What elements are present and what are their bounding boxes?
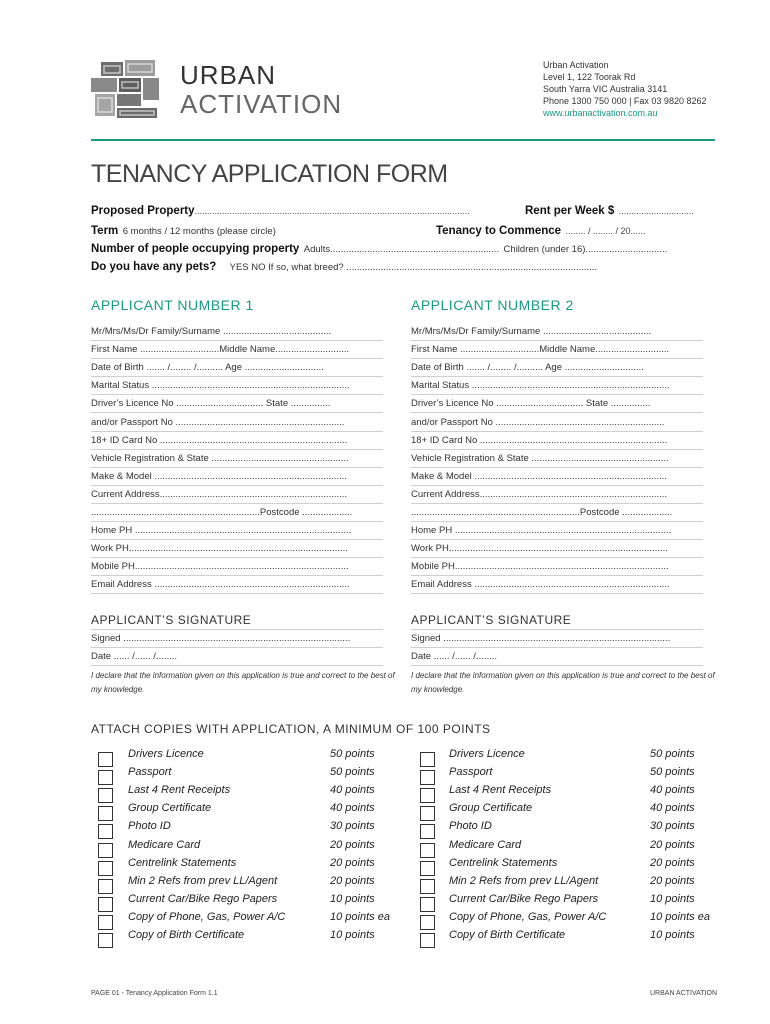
divider bbox=[91, 485, 383, 486]
applicant-2-document-name: Medicare Card bbox=[449, 838, 522, 851]
company-name: Urban Activation bbox=[543, 60, 609, 70]
divider bbox=[91, 665, 383, 666]
applicant-1-field-5[interactable]: and/or Passport No ................................................................ bbox=[91, 416, 345, 428]
divider bbox=[411, 593, 703, 594]
applicant-1-document-name: Group Certificate bbox=[128, 802, 212, 815]
applicant-2-field-13[interactable]: Mobile PH................................................................................. bbox=[411, 561, 669, 573]
applicant-1-document-points: 40 points bbox=[330, 784, 375, 797]
num-people-label: Number of people occupying property bbox=[91, 243, 300, 255]
applicant-2-document-name: Drivers Licence bbox=[449, 748, 525, 760]
applicant-2-document-checkbox[interactable] bbox=[420, 788, 435, 803]
applicant-2-document-name: Min 2 Refs from prev LL/Agent bbox=[449, 874, 599, 887]
applicant-2-document-name: Copy of Phone, Gas, Power A/C bbox=[449, 910, 607, 923]
applicant-2-document-checkbox[interactable] bbox=[420, 933, 435, 948]
applicant-1-document-name: Copy of Phone, Gas, Power A/C bbox=[128, 910, 286, 923]
divider bbox=[411, 539, 703, 540]
applicant-2-date-field[interactable]: Date ...... /...... /........ bbox=[411, 651, 498, 662]
applicant-1-document-points: 10 points bbox=[330, 929, 375, 941]
applicant-1-document-points: 10 points bbox=[330, 892, 375, 905]
applicant-2-field-8[interactable]: Make & Model ......................................................................... bbox=[411, 470, 668, 482]
divider bbox=[91, 539, 383, 540]
header-divider bbox=[91, 139, 715, 141]
applicant-1-heading: APPLICANT NUMBER 1 bbox=[91, 297, 254, 313]
adults-field[interactable]: Adults................................................................ bbox=[303, 244, 500, 255]
applicant-1-document-points: 20 points bbox=[330, 874, 375, 887]
applicant-1-document-points: 20 points bbox=[330, 856, 375, 869]
applicant-2-document-points: 40 points bbox=[650, 784, 695, 797]
applicant-2-field-10[interactable]: ................................................................Postcode ................... bbox=[411, 507, 673, 518]
applicant-1-declaration: I declare that the information given on this application is true and correct to the best of my knowledge. bbox=[91, 671, 395, 694]
applicant-2-field-4[interactable]: Driver’s Licence No ................................. State ............... bbox=[411, 398, 651, 410]
divider bbox=[411, 412, 703, 413]
rent-row[interactable] bbox=[525, 201, 694, 219]
applicant-2-signed-field[interactable]: Signed ...................................................................................... bbox=[411, 633, 671, 644]
address-line-1: Level 1, 122 Toorak Rd bbox=[543, 72, 636, 82]
occupants-row[interactable] bbox=[91, 239, 667, 257]
applicant-2-document-checkbox[interactable] bbox=[420, 861, 435, 876]
pets-label: Do you have any pets? bbox=[91, 261, 217, 273]
pets-row[interactable] bbox=[91, 257, 597, 275]
applicant-1-field-12[interactable]: Work PH................................................................................... bbox=[91, 543, 348, 555]
applicant-2-document-checkbox[interactable] bbox=[420, 806, 435, 821]
applicant-1-document-checkbox[interactable] bbox=[98, 824, 113, 839]
divider bbox=[91, 340, 383, 341]
divider bbox=[91, 557, 383, 558]
applicant-2-document-checkbox[interactable] bbox=[420, 752, 435, 767]
applicant-1-document-checkbox[interactable] bbox=[98, 843, 113, 858]
divider bbox=[91, 467, 383, 468]
applicant-1-field-7[interactable]: Vehicle Registration & State .................................................... bbox=[91, 452, 349, 464]
applicant-1-document-checkbox[interactable] bbox=[98, 752, 113, 767]
applicant-2-field-1[interactable]: First Name ..............................Middle Name............................ bbox=[411, 344, 670, 356]
applicant-2-document-name: Current Car/Bike Rego Papers bbox=[449, 892, 599, 905]
logo-text-activation: ACTIVATION bbox=[180, 89, 343, 119]
applicant-1-field-1[interactable]: First Name ..............................Middle Name............................ bbox=[91, 344, 350, 356]
applicant-1-document-points: 30 points bbox=[330, 820, 375, 833]
divider bbox=[91, 394, 383, 395]
pets-options[interactable]: YES NO If so, what breed? ............................................................................................... bbox=[229, 262, 598, 273]
applicant-2-field-9[interactable]: Current Address....................................................................... bbox=[411, 488, 668, 500]
applicant-2-field-0[interactable]: Mr/Mrs/Ms/Dr Family/Surname ......................................... bbox=[411, 326, 652, 337]
applicant-1-document-checkbox[interactable] bbox=[98, 806, 113, 821]
applicant-2-field-3[interactable]: Marital Status ........................................................................... bbox=[411, 380, 670, 392]
logo-text-urban: URBAN bbox=[180, 60, 277, 90]
divider bbox=[91, 358, 383, 359]
proposed-property-field[interactable]: .............................................................................................................. bbox=[194, 206, 470, 216]
divider bbox=[91, 431, 383, 432]
divider bbox=[411, 340, 703, 341]
applicant-1-signed-field[interactable]: Signed ...................................................................................... bbox=[91, 633, 351, 644]
applicant-1-document-name: Copy of Birth Certificate bbox=[128, 929, 245, 941]
applicant-1-signature-heading: APPLICANT’S SIGNATURE bbox=[91, 613, 252, 627]
attach-heading: ATTACH COPIES WITH APPLICATION, A MINIMUM OF 100 POINTS bbox=[91, 722, 491, 736]
applicant-2-document-name: Photo ID bbox=[449, 820, 492, 833]
applicant-1-field-2[interactable]: Date of Birth ....... /........ /.......... Age .............................. bbox=[91, 362, 324, 374]
divider bbox=[411, 575, 703, 576]
applicant-1-document-checkbox[interactable] bbox=[98, 861, 113, 876]
applicant-2-document-name: Last 4 Rent Receipts bbox=[449, 784, 552, 797]
applicant-1-field-14[interactable]: Email Address .......................................................................... bbox=[91, 579, 350, 591]
applicant-1-field-6[interactable]: 18+ ID Card No ....................................................................... bbox=[91, 434, 348, 446]
divider bbox=[411, 629, 703, 630]
applicant-2-document-checkbox[interactable] bbox=[420, 843, 435, 858]
website-link[interactable]: www.urbanactivation.com.au bbox=[543, 108, 658, 118]
applicant-2-document-name: Copy of Birth Certificate bbox=[449, 929, 566, 941]
applicant-1-field-10[interactable]: ................................................................Postcode ................... bbox=[91, 507, 353, 518]
applicant-1-document-checkbox[interactable] bbox=[98, 915, 113, 930]
form-title: TENANCY APPLICATION FORM bbox=[91, 160, 448, 188]
divider bbox=[411, 431, 703, 432]
applicant-2-field-14[interactable]: Email Address .......................................................................... bbox=[411, 579, 670, 591]
divider bbox=[91, 575, 383, 576]
divider bbox=[411, 521, 703, 522]
term-label: Term bbox=[91, 225, 119, 237]
footer-page-label: PAGE 01 - Tenancy Application Form 1.1 bbox=[91, 990, 218, 997]
applicant-2-document-points: 50 points bbox=[650, 748, 695, 760]
divider bbox=[91, 629, 383, 630]
divider bbox=[411, 665, 703, 666]
applicant-1-document-name: Centrelink Statements bbox=[128, 856, 237, 869]
applicant-2-document-checkbox[interactable] bbox=[420, 915, 435, 930]
applicant-1-document-points: 40 points bbox=[330, 802, 375, 815]
term-options[interactable]: 6 months / 12 months (please circle) bbox=[122, 226, 276, 237]
divider bbox=[411, 376, 703, 377]
applicant-2-document-points: 20 points bbox=[650, 856, 695, 869]
divider bbox=[411, 485, 703, 486]
divider bbox=[411, 557, 703, 558]
applicant-1-field-13[interactable]: Mobile PH................................................................................. bbox=[91, 561, 349, 573]
applicant-1-field-9[interactable]: Current Address....................................................................... bbox=[91, 488, 348, 500]
applicant-1-document-name: Drivers Licence bbox=[128, 748, 204, 760]
applicant-1-document-checkbox[interactable] bbox=[98, 788, 113, 803]
divider bbox=[91, 503, 383, 504]
applicant-2-field-12[interactable]: Work PH................................................................................... bbox=[411, 543, 668, 555]
applicant-2-document-points: 20 points bbox=[650, 874, 695, 887]
applicant-1-document-name: Min 2 Refs from prev LL/Agent bbox=[128, 874, 278, 887]
applicant-2-heading: APPLICANT NUMBER 2 bbox=[411, 297, 574, 313]
applicant-1-field-11[interactable]: Home PH .................................................................................. bbox=[91, 525, 352, 537]
applicant-2-document-points: 40 points bbox=[650, 802, 695, 815]
applicant-1-date-field[interactable]: Date ...... /...... /........ bbox=[91, 651, 178, 662]
divider bbox=[91, 449, 383, 450]
applicant-2-document-points: 10 points bbox=[650, 929, 695, 941]
applicant-1-field-4[interactable]: Driver’s Licence No ................................. State ............... bbox=[91, 398, 331, 410]
applicant-2-field-6[interactable]: 18+ ID Card No ....................................................................... bbox=[411, 434, 668, 446]
applicant-2-document-points: 10 points bbox=[650, 892, 695, 905]
rent-field[interactable]: .............................. bbox=[618, 206, 694, 216]
tenancy-commence-row[interactable] bbox=[436, 221, 646, 239]
applicant-2-document-points: 50 points bbox=[650, 766, 695, 779]
phone-fax: Phone 1300 750 000 | Fax 03 9820 8262 bbox=[543, 96, 707, 106]
divider bbox=[91, 521, 383, 522]
divider bbox=[411, 449, 703, 450]
children-field[interactable]: Children (under 16)............................... bbox=[503, 244, 668, 255]
applicant-1-document-name: Medicare Card bbox=[128, 838, 201, 851]
applicant-2-signature-heading: APPLICANT’S SIGNATURE bbox=[411, 613, 572, 627]
divider bbox=[91, 593, 383, 594]
applicant-2-field-5[interactable]: and/or Passport No ................................................................ bbox=[411, 416, 665, 428]
applicant-1-field-3[interactable]: Marital Status ........................................................................... bbox=[91, 380, 350, 392]
divider bbox=[91, 647, 383, 648]
applicant-2-document-checkbox[interactable] bbox=[420, 897, 435, 912]
applicant-1-document-checkbox[interactable] bbox=[98, 879, 113, 894]
term-row[interactable] bbox=[91, 221, 276, 239]
applicant-2-document-points: 30 points bbox=[650, 820, 695, 833]
tenancy-date-field[interactable]: ........ / ........ / 20...... bbox=[565, 226, 646, 236]
applicant-1-document-checkbox[interactable] bbox=[98, 897, 113, 912]
applicant-2-field-2[interactable]: Date of Birth ....... /........ /.......... Age .............................. bbox=[411, 362, 644, 374]
divider bbox=[411, 503, 703, 504]
applicant-1-document-points: 50 points bbox=[330, 766, 375, 779]
applicant-2-field-7[interactable]: Vehicle Registration & State .................................................... bbox=[411, 452, 669, 464]
applicant-1-document-points: 50 points bbox=[330, 748, 375, 760]
applicant-2-document-name: Group Certificate bbox=[449, 802, 533, 815]
divider bbox=[411, 394, 703, 395]
applicant-1-document-checkbox[interactable] bbox=[98, 933, 113, 948]
applicant-2-declaration: I declare that the information given on this application is true and correct to the best of my knowledge. bbox=[411, 671, 715, 694]
applicant-2-document-checkbox[interactable] bbox=[420, 879, 435, 894]
applicant-1-field-0[interactable]: Mr/Mrs/Ms/Dr Family/Surname ......................................... bbox=[91, 326, 332, 337]
applicant-2-document-points: 20 points bbox=[650, 838, 695, 851]
applicant-1-field-8[interactable]: Make & Model ......................................................................... bbox=[91, 470, 348, 482]
applicant-1-document-points: 20 points bbox=[330, 838, 375, 851]
divider bbox=[411, 467, 703, 468]
rent-per-week-label: Rent per Week $ bbox=[525, 205, 615, 217]
applicant-2-document-name: Centrelink Statements bbox=[449, 856, 558, 869]
divider bbox=[411, 647, 703, 648]
urban-activation-logo bbox=[91, 58, 163, 120]
applicant-1-document-name: Current Car/Bike Rego Papers bbox=[128, 892, 278, 905]
applicant-1-document-name: Photo ID bbox=[128, 820, 171, 833]
applicant-1-document-checkbox[interactable] bbox=[98, 770, 113, 785]
proposed-property-label: Proposed Property bbox=[91, 205, 195, 217]
footer-brand: URBAN ACTIVATION bbox=[650, 990, 718, 997]
applicant-2-field-11[interactable]: Home PH .................................................................................. bbox=[411, 525, 672, 537]
applicant-1-document-points: 10 points ea bbox=[330, 910, 390, 923]
divider bbox=[411, 358, 703, 359]
applicant-2-document-checkbox[interactable] bbox=[420, 824, 435, 839]
tenancy-commence-label: Tenancy to Commence bbox=[436, 225, 562, 237]
divider bbox=[91, 376, 383, 377]
address-line-2: South Yarra VIC Australia 3141 bbox=[543, 84, 668, 94]
applicant-1-document-name: Last 4 Rent Receipts bbox=[128, 784, 231, 797]
applicant-2-document-points: 10 points ea bbox=[650, 910, 710, 923]
divider bbox=[91, 412, 383, 413]
applicant-2-document-name: Passport bbox=[449, 766, 493, 779]
applicant-1-document-name: Passport bbox=[128, 766, 172, 779]
proposed-property-row[interactable] bbox=[91, 201, 470, 219]
applicant-2-document-checkbox[interactable] bbox=[420, 770, 435, 785]
